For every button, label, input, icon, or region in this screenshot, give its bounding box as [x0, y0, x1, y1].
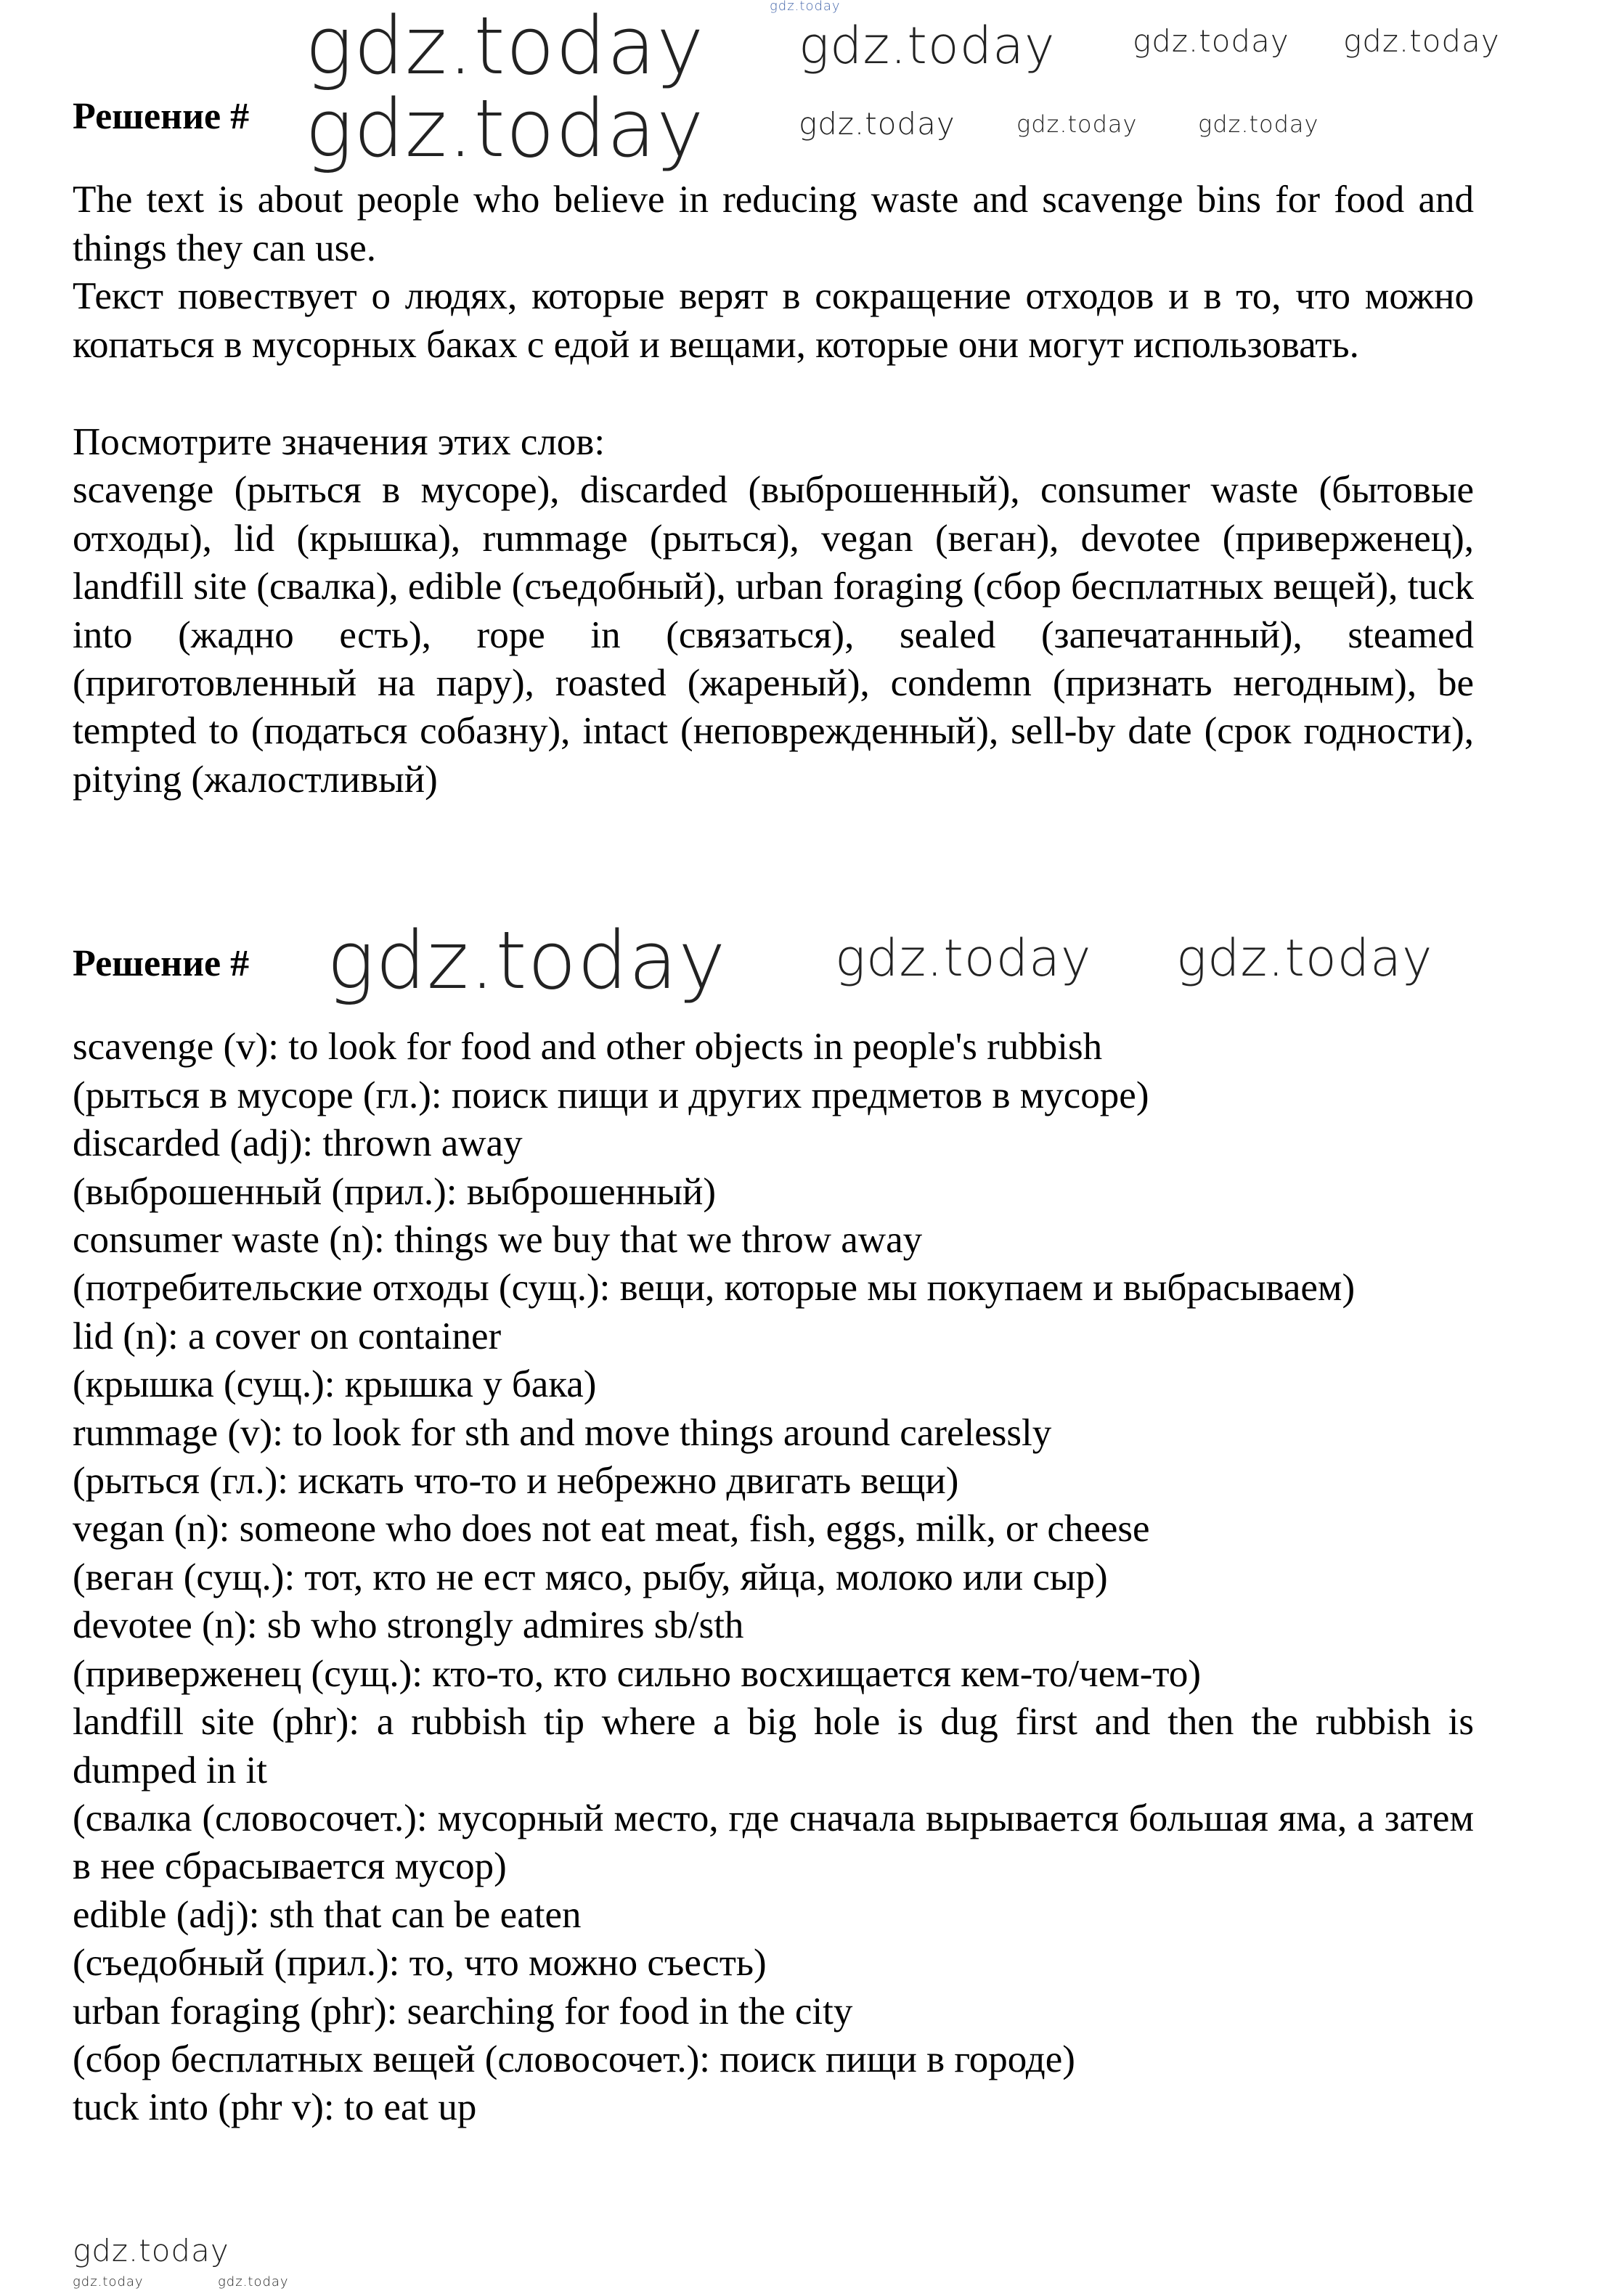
intro-russian: Текст повествует о людях, которые верят в сокращение отходов и в то, что можно копаться в мусорных баках с едой и вещами, которые они могут использовать.	[73, 275, 1474, 366]
watermark: gdz.today	[218, 2274, 289, 2289]
definition-line: (крышка (сущ.): крышка у бака)	[73, 1363, 597, 1406]
section-1-heading: Решение #	[73, 96, 250, 137]
definition-line: scavenge (v): to look for food and other objects in people's rubbish	[73, 1026, 1103, 1069]
definition-line: (веган (сущ.): тот, кто не ест мясо, рыбу, яйца, молоко или сыр)	[73, 1556, 1108, 1598]
watermark: gdz.today	[305, 0, 705, 92]
definition-line: edible (adj): sth that can be eaten	[73, 1893, 582, 1936]
watermark: gdz.today	[1198, 110, 1319, 138]
vocab-list: scavenge (рыться в мусоре), discarded (выброшенный), consumer waste (бытовые отходы), lid (крышка), rummage (рыться), vegan (веган), devotee (приверженец), landfill site (свалка), edible (съедобный), urban foraging (сбор бесплатных вещей), tuck into (жадно есть), rope in (связаться), sealed (запечатанный), steamed (приготовленный на пару), roasted (жареный), condemn (признать негодным), be tempted to (податься собазну), intact (неповрежденный), sell-by date (срок годности), pitying (жалостливый)	[73, 469, 1474, 801]
definitions-list	[73, 1023, 1474, 2131]
definition-line: vegan (n): someone who does not eat meat, fish, eggs, milk, or cheese	[73, 1508, 1150, 1551]
watermark: gdz.today	[1016, 110, 1138, 138]
definition-line: urban foraging (phr): searching for food in the city	[73, 1990, 853, 2033]
watermark: gdz.today	[1343, 23, 1500, 59]
definition-line: (приверженец (сущ.): кто-то, кто сильно восхищается кем-то/чем-то)	[73, 1652, 1202, 1695]
definition-line: lid (n): a cover on container	[73, 1315, 502, 1357]
intro-english: The text is about people who believe in reducing waste and scavenge bins for food and things they can use.	[73, 179, 1474, 269]
watermark: gdz.today	[835, 928, 1092, 988]
vocab-label: Посмотрите значения этих слов:	[73, 421, 606, 464]
watermark: gdz.today	[1133, 23, 1289, 59]
definition-line: (рыться в мусоре (гл.): поиск пищи и других предметов в мусоре)	[73, 1074, 1149, 1116]
watermark: gdz.today	[1176, 928, 1433, 988]
definition-line: (свалка (словосочет.): мусорный место, где сначала вырывается большая яма, а затем в нее сбрасывается мусор)	[73, 1797, 1474, 1888]
watermark: gdz.today	[73, 2274, 144, 2289]
definition-line: (выброшенный (прил.): выброшенный)	[73, 1170, 717, 1213]
definition-line: (рыться (гл.): искать что-то и небрежно двигать вещи)	[73, 1460, 959, 1503]
section-2	[73, 940, 1474, 2132]
section-1	[73, 93, 1474, 804]
definition-line: devotee (n): sb who strongly admires sb/sth	[73, 1604, 744, 1647]
watermark: gdz.today	[73, 2233, 229, 2268]
watermark: gdz.today	[799, 16, 1056, 75]
definition-line: (потребительские отходы (сущ.): вещи, которые мы покупаем и выбрасываем)	[73, 1267, 1356, 1310]
watermark: gdz.today	[799, 106, 955, 142]
definition-line: tuck into (phr v): to eat up	[73, 2086, 477, 2129]
watermark: gdz.today	[327, 914, 727, 1007]
watermark: gdz.today	[305, 82, 705, 175]
watermark: gdz.today	[770, 0, 841, 14]
section-2-heading: Решение #	[73, 943, 250, 984]
definition-line: landfill site (phr): a rubbish tip where a big hole is dug first and then the rubbish is dumped in it	[73, 1701, 1474, 1792]
definition-line: (съедобный (прил.): то, что можно съесть)	[73, 1942, 767, 1985]
definition-line: discarded (adj): thrown away	[73, 1122, 523, 1165]
definition-line: (сбор бесплатных вещей (словосочет.): поиск пищи в городе)	[73, 2038, 1075, 2080]
definition-line: consumer waste (n): things we buy that we throw away	[73, 1219, 923, 1262]
definition-line: rummage (v): to look for sth and move things around carelessly	[73, 1411, 1052, 1454]
